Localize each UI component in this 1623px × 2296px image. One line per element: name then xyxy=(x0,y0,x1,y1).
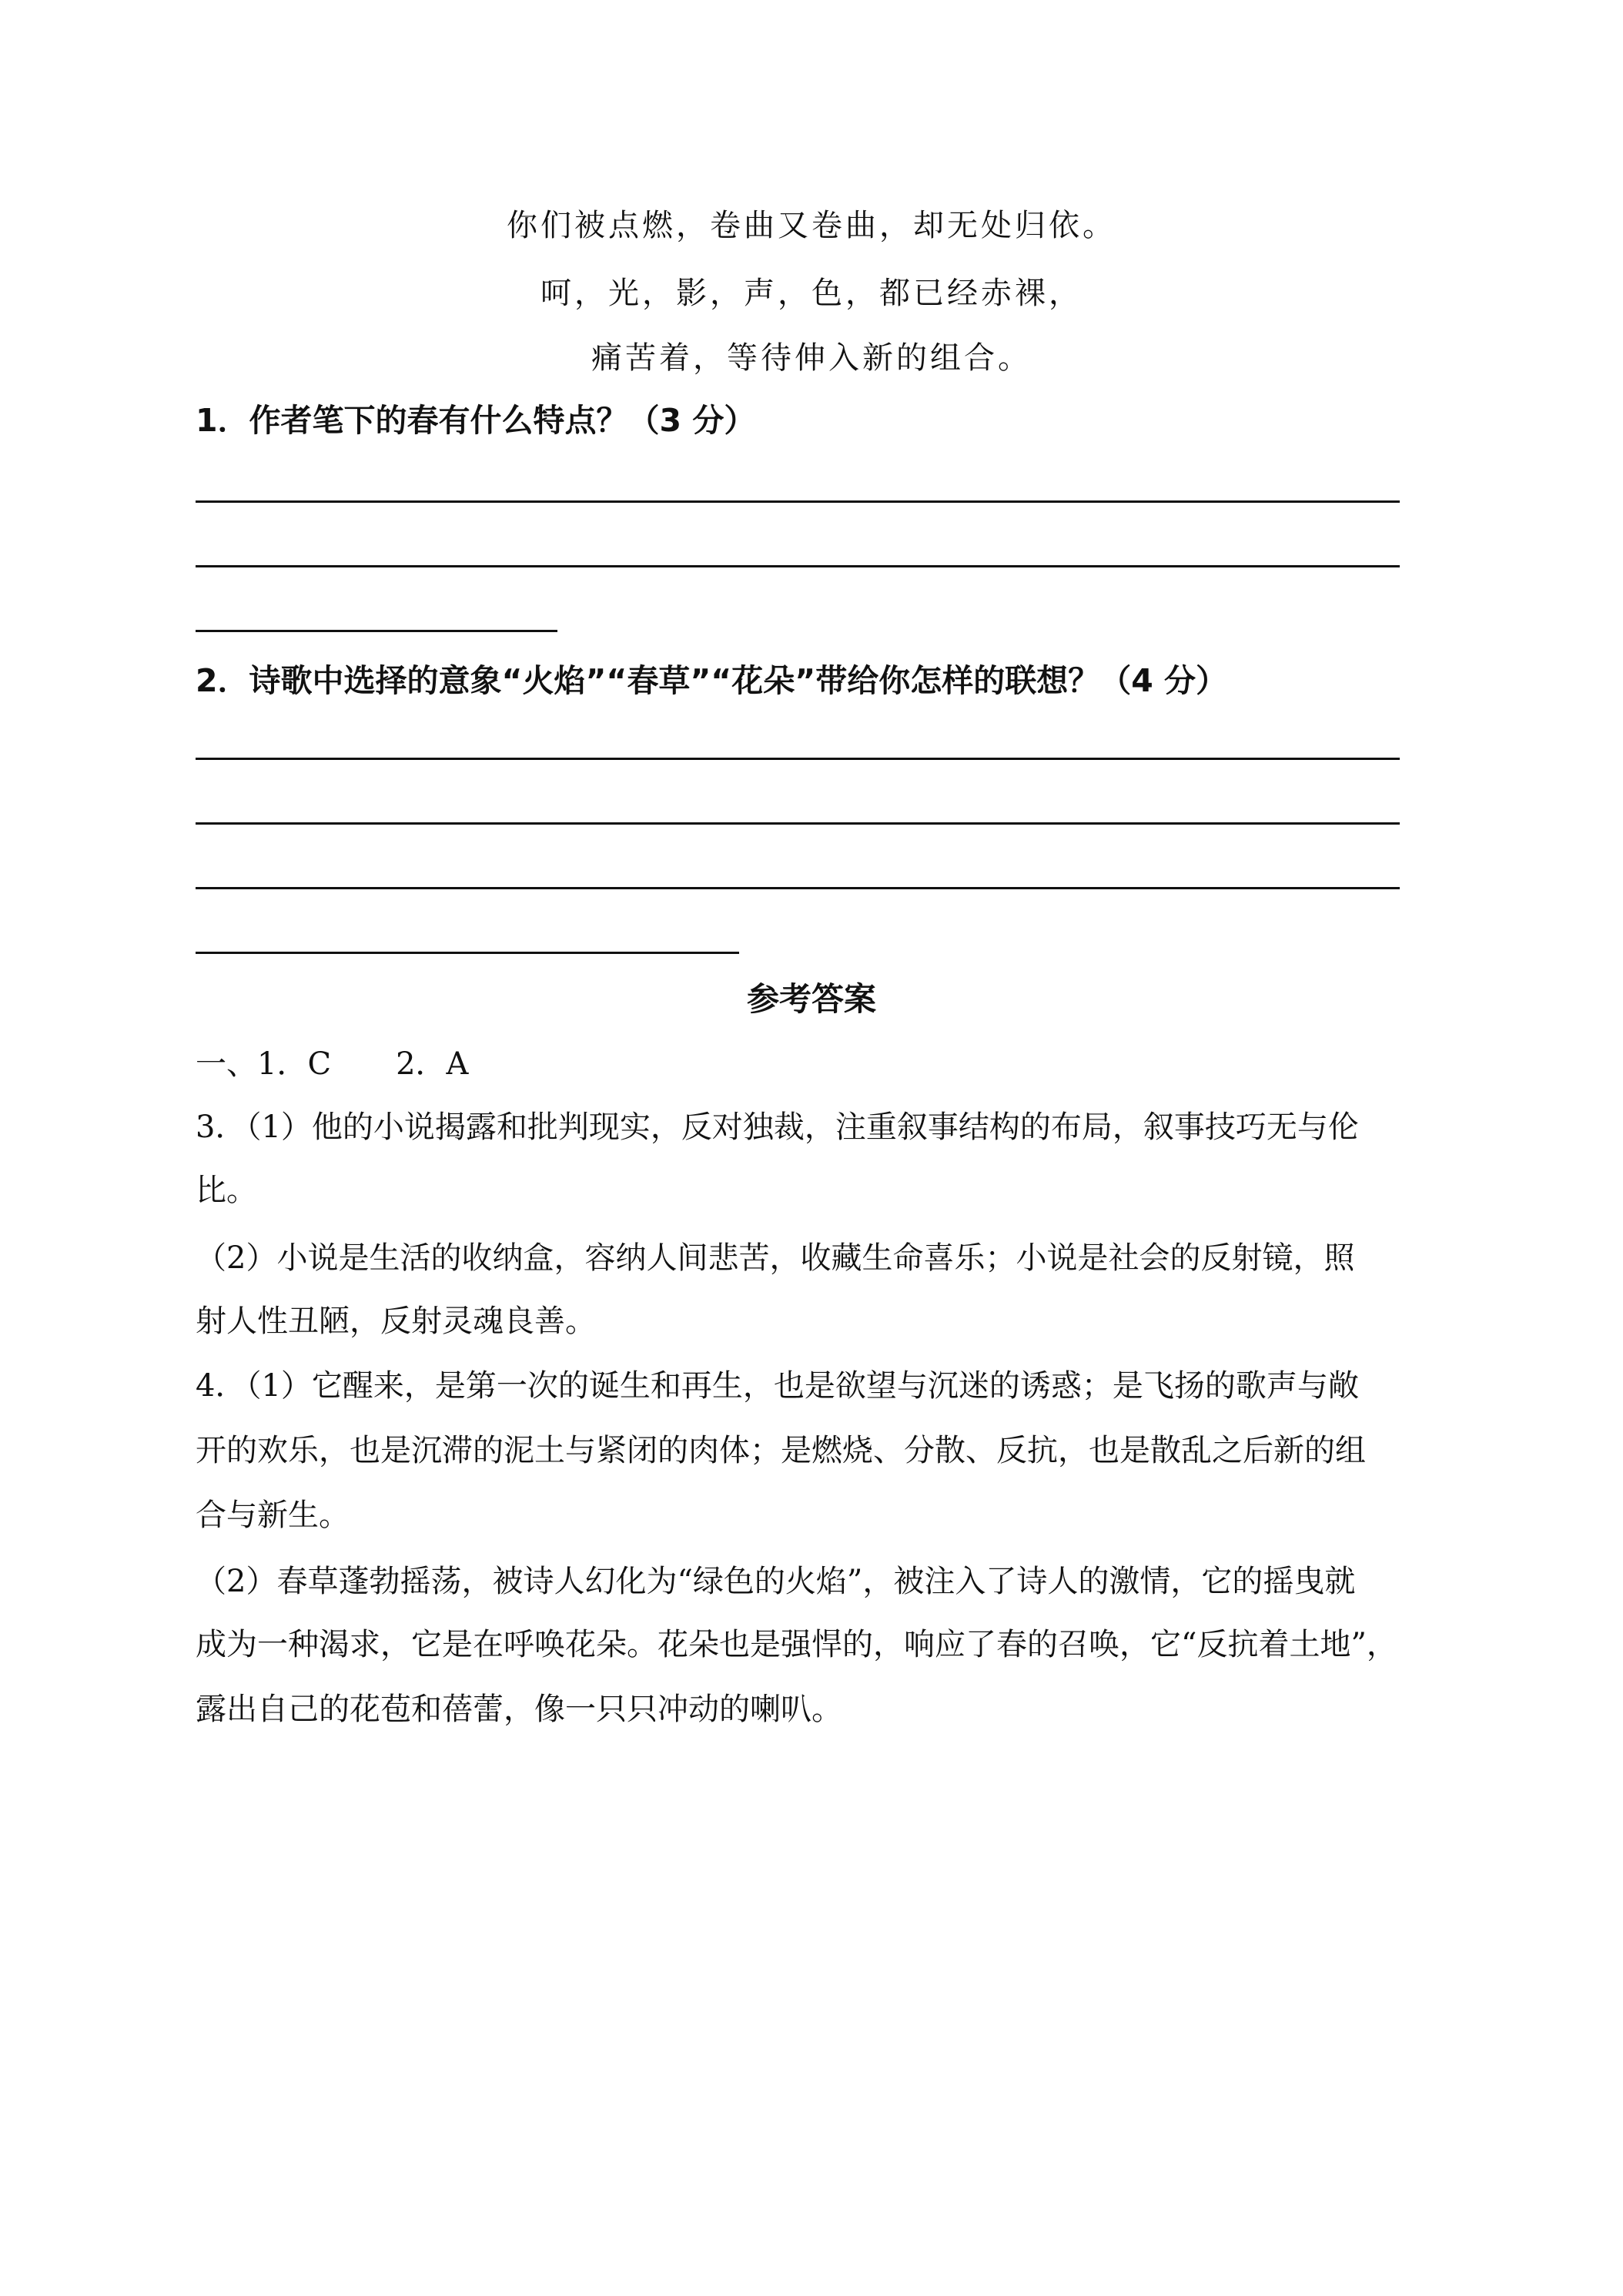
answer-line xyxy=(196,565,1400,567)
answers-title: 参考答案 xyxy=(746,980,876,1018)
choice-answer-2: 2．A xyxy=(396,1046,469,1082)
answer-line xyxy=(196,822,1400,825)
answer-text-line: 4．（1）它醒来，是第一次的诞生和再生，也是欲望与沉迷的诱惑；是飞扬的歌声与敞 xyxy=(196,1368,1359,1404)
answer-text-line: 3．（1）他的小说揭露和批判现实，反对独裁，注重叙事结构的布局，叙事技巧无与伦 xyxy=(196,1110,1359,1145)
answer-text-line: 射人性丑陋，反射灵魂良善。 xyxy=(196,1304,596,1339)
poem-line-3: 痛苦着，等待伸入新的组合。 xyxy=(591,340,1032,376)
answer-line xyxy=(196,500,1400,503)
question-1: 1．作者笔下的春有什么特点？（3 分） xyxy=(196,402,756,439)
answer-text-line: 成为一种渴求，它是在呼唤花朵。花朵也是强悍的，响应了春的召唤，它“反抗着土地”， xyxy=(196,1627,1397,1662)
poem-line-1: 你们被点燃，卷曲又卷曲，却无处归依。 xyxy=(507,208,1116,243)
answer-text-line: （2）小说是生活的收纳盒，容纳人间悲苦，收藏生命喜乐；小说是社会的反射镜，照 xyxy=(196,1240,1355,1276)
question-2: 2．诗歌中选择的意象“火焰”“春草”“花朵”带给你怎样的联想？（4 分） xyxy=(196,662,1228,699)
choice-answer-1: 一、1．C xyxy=(196,1046,332,1082)
answer-line xyxy=(196,758,1400,760)
answer-text-line: 合与新生。 xyxy=(196,1498,350,1533)
answer-text-line: 比。 xyxy=(196,1173,257,1208)
answer-text-line: 开的欢乐，也是沉滞的泥土与紧闭的肉体；是燃烧、分散、反抗，也是散乱之后新的组 xyxy=(196,1433,1366,1468)
answer-line xyxy=(196,952,739,954)
poem-line-2: 呵，光，影，声，色，都已经赤裸， xyxy=(540,276,1083,311)
answer-text-line: 露出自己的花苞和蓓蕾，像一只只冲动的喇叭。 xyxy=(196,1692,842,1727)
answer-text-line: （2）春草蓬勃摇荡，被诗人幻化为“绿色的火焰”，被注入了诗人的激情，它的摇曳就 xyxy=(196,1564,1356,1599)
answer-line xyxy=(196,630,557,632)
answer-line xyxy=(196,887,1400,889)
choice-answers xyxy=(196,1044,468,1084)
